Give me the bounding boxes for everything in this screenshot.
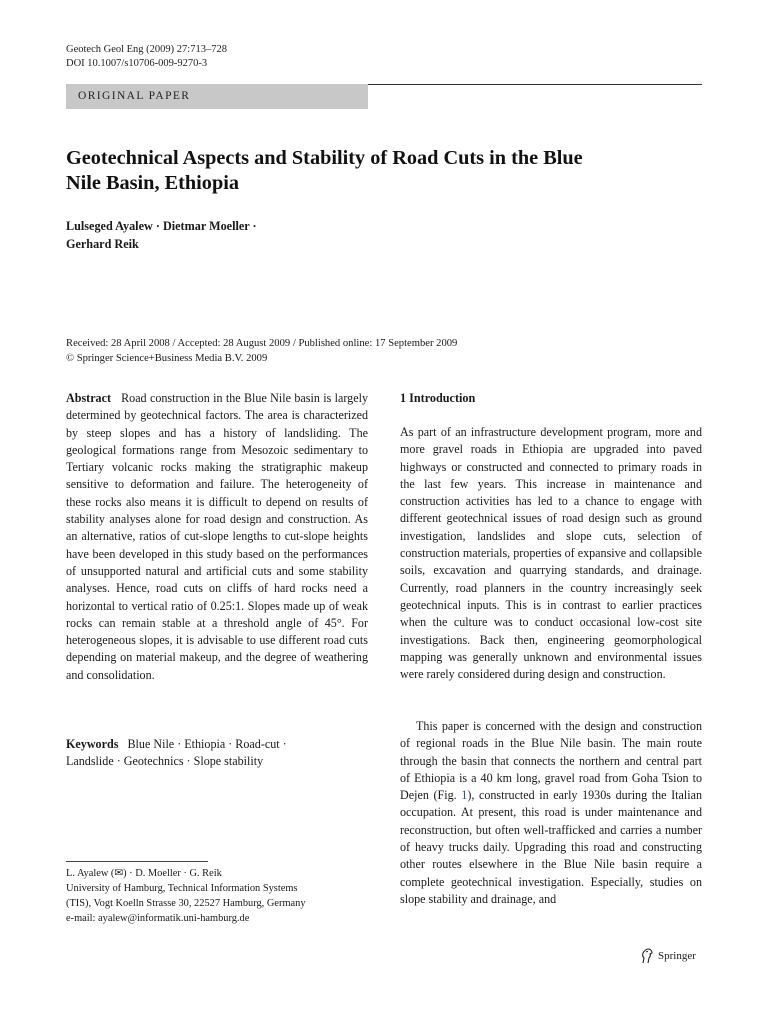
copyright-line: © Springer Science+Business Media B.V. 2009	[66, 352, 268, 364]
journal-citation: Geotech Geol Eng (2009) 27:713–728	[66, 44, 227, 55]
figure-reference-link[interactable]: 1	[461, 788, 468, 803]
footnote-rule	[66, 861, 208, 862]
intro-para2-end: ), constructed in early 1930s during the Italian occupation. At present, this road is under maintenance and reconstruction, but often well-trafficked and carries a number of heavy trucks daily. Upgrading this road and constructing other routes elsewhere in the Blue Nile basin require a complete geotechnical investigation. Especially, studies on slope stability and drainage, and	[400, 788, 703, 906]
keywords	[66, 736, 296, 771]
affiliation-institution: University of Hamburg, Technical Information Systems	[66, 883, 298, 894]
publisher-name: Springer	[658, 950, 696, 962]
introduction-paragraph-1: As part of an infrastructure development program, more and more gravel roads in Ethiopia are upgraded into paved highways or constructed and connected to primary roads in the last few years. This increase in maintenance and construction activities has led to a chance to engage with different geotechnical issues of road design such as ground investigation, landslides and slope cuts, selection of construction materials, properties of expansive and collapsible soils, excavation and quarrying standards, and drainage. Currently, road planners in the country increasingly seek geotechnical inputs. This is in contrast to earlier practices when the culture was to conduct occasional low-cost site investigations. Back then, engineering geomorphological mapping was generally unknown and environmental issues were rarely considered during design and construction.	[400, 425, 702, 682]
affiliation-address: (TIS), Vogt Koelln Strasse 30, 22527 Hamburg, Germany	[66, 898, 306, 909]
affiliation-email[interactable]: e-mail: ayalew@informatik.uni-hamburg.de	[66, 913, 250, 924]
abstract-label: Abstract	[66, 391, 112, 405]
abstract	[66, 390, 368, 684]
keywords-text: Blue Nile · Ethiopia · Road-cut · Landslide · Geotechnics · Slope stability	[66, 737, 287, 769]
affiliation-authors: L. Ayalew (✉) · D. Moeller · G. Reik	[66, 868, 222, 879]
introduction-paragraph-2	[400, 718, 702, 908]
abstract-text: Road construction in the Blue Nile basin is largely determined by geotechnical factors. The area is characterized by steep slopes and has a history of landsliding. The geological formations range from Mesozoic sedimentary to Tertiary volcanic rocks making the stratigraphic makeup sensitive to deformation and failure. The heterogeneity of these rocks also means it is difficult to depend on results of stability analyses alone for road design and construction. As an alternative, ratios of cut-slope lengths to cut-slope heights have been developed in this study based on the performances of unsupported natural and artificial cuts and some stability analyses. Hence, road cuts on cliffs of hard rocks need a horizontal to vertical ratio of 0.25:1. Slopes made up of weak rocks can remain stable at a threshold angle of 45°. For heterogeneous slopes, it is advisable to use different road cuts depending on material makeup, and the degree of weathering and consolidation.	[66, 391, 368, 682]
publisher-logo	[640, 948, 696, 964]
authors-line-1: Lulseged Ayalew · Dietmar Moeller ·	[66, 219, 257, 233]
keywords-label: Keywords	[66, 737, 119, 751]
section-heading-introduction: 1 Introduction	[400, 391, 476, 405]
author-list	[66, 218, 257, 253]
dates-line: Received: 28 April 2008 / Accepted: 28 August 2009 / Published online: 17 September 2009	[66, 338, 458, 349]
title-line-1: Geotechnical Aspects and Stability of Road Cuts in the Blue	[66, 147, 583, 169]
authors-line-2: Gerhard Reik	[66, 236, 139, 251]
doi[interactable]: DOI 10.1007/s10706-009-9270-3	[66, 58, 208, 69]
title-line-2: Nile Basin, Ethiopia	[66, 172, 239, 194]
publication-dates	[66, 337, 457, 366]
paper-title	[66, 146, 686, 196]
springer-horse-icon	[640, 948, 654, 964]
author-affiliation	[66, 866, 368, 926]
paper-type-banner: ORIGINAL PAPER	[66, 84, 368, 109]
intro-para2-start: This paper is concerned with the design and construction of regional roads in the Blue Nile basin. The main route through the basin that connects the northern and central part of Ethiopia is a 40 km long, gravel road from Goha Tsion to Dejen (Fig.	[400, 719, 702, 803]
